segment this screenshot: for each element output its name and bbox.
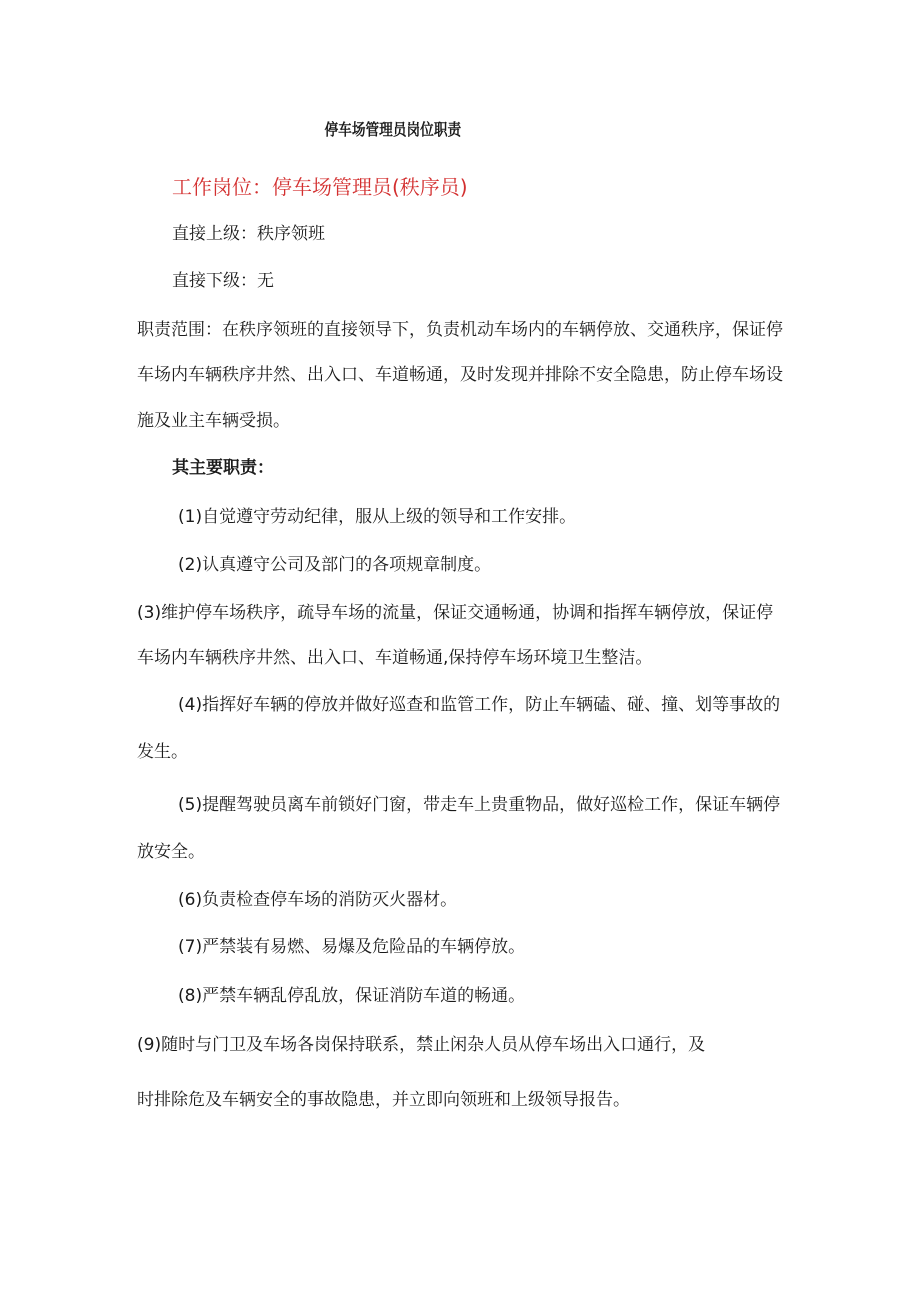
scope-line-1: 职责范围：在秩序领班的直接领导下，负责机动车场内的车辆停放、交通秩序，保证停 [137, 320, 783, 340]
duty-9-line-2: 时排除危及车辆安全的事故隐患，并立即向领班和上级领导报告。 [137, 1090, 630, 1110]
duty-9-line-1: (9)随时与门卫及车场各岗保持联系，禁止闲杂人员从停车场出入口通行，及 [137, 1035, 706, 1055]
direct-superior: 直接上级：秩序领班 [172, 224, 325, 244]
duty-1: (1)自觉遵守劳动纪律，服从上级的领导和工作安排。 [178, 507, 577, 527]
duty-5-line-2: 放安全。 [137, 842, 205, 862]
duty-6: (6)负责检查停车场的消防灭火器材。 [178, 890, 458, 910]
main-duties-heading: 其主要职责： [172, 458, 274, 478]
direct-subordinate: 直接下级：无 [172, 271, 274, 291]
duty-3-line-1: (3)维护停车场秩序，疏导车场的流量，保证交通畅通，协调和指挥车辆停放，保证停 [137, 603, 774, 623]
duty-2: (2)认真遵守公司及部门的各项规章制度。 [178, 555, 492, 575]
duty-4-line-2: 发生。 [137, 742, 188, 762]
job-position: 工作岗位：停车场管理员(秩序员) [172, 175, 468, 199]
document-title: 停车场管理员岗位职责 [324, 120, 462, 139]
duty-5-line-1: (5)提醒驾驶员离车前锁好门窗，带走车上贵重物品，做好巡检工作，保证车辆停 [178, 795, 781, 815]
duty-7: (7)严禁装有易燃、易爆及危险品的车辆停放。 [178, 937, 526, 957]
scope-line-3: 施及业主车辆受损。 [137, 411, 290, 431]
scope-line-2: 车场内车辆秩序井然、出入口、车道畅通，及时发现并排除不安全隐患，防止停车场设 [137, 365, 783, 385]
duty-3-line-2: 车场内车辆秩序井然、出入口、车道畅通,保持停车场环境卫生整洁。 [137, 648, 653, 668]
duty-4-line-1: (4)指挥好车辆的停放并做好巡查和监管工作，防止车辆磕、碰、撞、划等事故的 [178, 695, 781, 715]
duty-8: (8)严禁车辆乱停乱放，保证消防车道的畅通。 [178, 986, 526, 1006]
